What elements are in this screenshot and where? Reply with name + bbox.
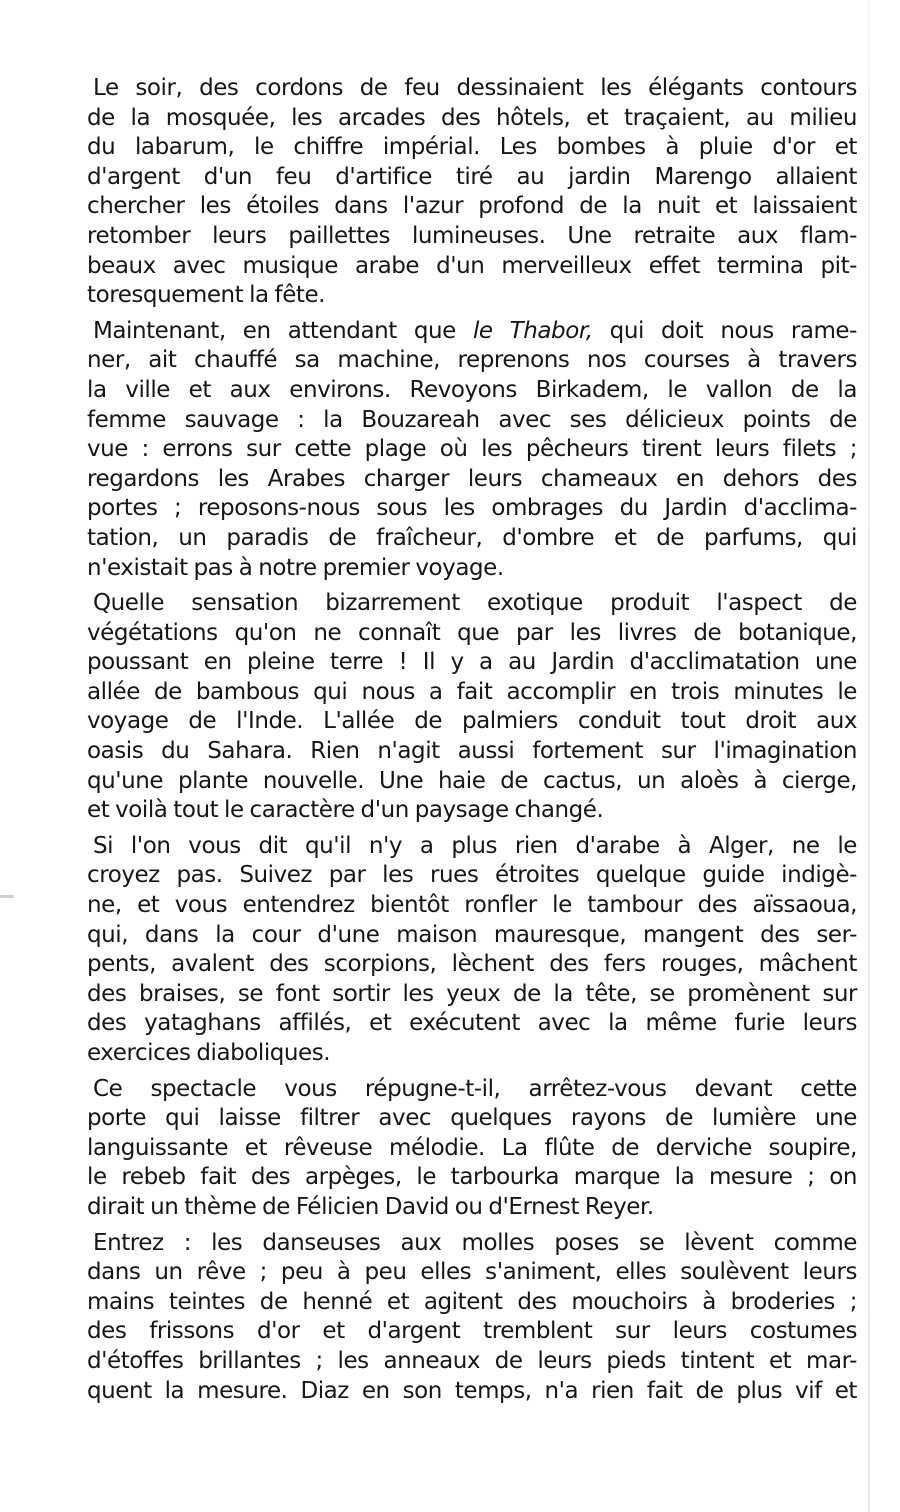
text-line: allée de bambous qui nous a fait accomplir en trois minutes le	[87, 678, 857, 705]
text-line: chercher les étoiles dans l'azur profond de la nuit et laissaient	[87, 193, 857, 220]
text-line: voyage de l'Inde. L'allée de palmiers conduit tout droit aux	[87, 708, 857, 735]
paragraph-6	[87, 1229, 857, 1407]
text-line: végétations qu'on ne connaît que par les livres de botanique,	[87, 619, 857, 646]
text-line: oasis du Sahara. Rien n'agit aussi fortement sur l'imagination	[87, 738, 857, 765]
paragraph-3	[87, 589, 857, 826]
text-line: Ce spectacle vous répugne-t-il, arrêtez-vous devant cette	[93, 1075, 857, 1102]
text-line: la ville et aux environs. Revoyons Birkadem, le vallon de la	[87, 376, 857, 403]
text-line	[87, 317, 857, 347]
text-line: Entrez : les danseuses aux molles poses se lèvent comme	[93, 1229, 857, 1256]
text-line: retomber leurs paillettes lumineuses. Une retraite aux flam-	[87, 222, 857, 249]
text-line: dirait un thème de Félicien David ou d'Ernest Reyer.	[87, 1193, 654, 1220]
text-line: d'étoffes brillantes ; les anneaux de leurs pieds tintent et mar-	[87, 1347, 857, 1374]
text-line: dans un rêve ; peu à peu elles s'animent, elles soulèvent leurs	[87, 1259, 857, 1286]
text-line: vue : errons sur cette plage où les pêcheurs tirent leurs filets ;	[87, 436, 857, 463]
text-line: ner, ait chauffé sa machine, reprenons nos courses à travers	[87, 347, 857, 374]
text-line: Quelle sensation bizarrement exotique produit l'aspect de	[93, 590, 857, 617]
text-line: poussant en pleine terre ! Il y a au Jardin d'acclimatation une	[87, 649, 857, 676]
text-line: d'argent d'un feu d'artifice tiré au jardin Marengo allaient	[87, 163, 857, 190]
text-line: beaux avec musique arabe d'un merveilleux effet termina pit-	[87, 252, 857, 279]
text-line: pents, avalent des scorpions, lèchent des fers rouges, mâchent	[87, 951, 857, 978]
text-line: femme sauvage : la Bouzareah avec ses délicieux points de	[87, 406, 857, 433]
text-line: qu'une plante nouvelle. Une haie de cactus, un aloès à cierge,	[87, 767, 857, 794]
scan-mark	[0, 895, 14, 898]
text-line: quent la mesure. Diaz en son temps, n'a rien fait de plus vif et	[87, 1377, 857, 1404]
text-run: qui doit nous rame-	[592, 317, 857, 344]
text-line: tation, un paradis de fraîcheur, d'ombre et de parfums, qui	[87, 524, 857, 551]
text-line: et voilà tout le caractère d'un paysage changé.	[87, 797, 604, 824]
text-line: le rebeb fait des arpèges, le tarbourka marque la mesure ; on	[87, 1164, 857, 1191]
text-line: des frissons d'or et d'argent tremblent sur leurs costumes	[87, 1318, 857, 1345]
paragraph-4	[87, 832, 857, 1069]
text-line: n'existait pas à notre premier voyage.	[87, 554, 504, 581]
text-line: croyez pas. Suivez par les rues étroites quelque guide indigè-	[87, 862, 857, 889]
text-line: des yataghans affilés, et exécutent avec la même furie leurs	[87, 1010, 857, 1037]
text-line: languissante et rêveuse mélodie. La flûte de derviche soupire,	[87, 1134, 857, 1161]
text-run: Maintenant, en attendant que	[93, 317, 473, 344]
text-line: ne, et vous entendrez bientôt ronfler le tambour des aïssaoua,	[87, 892, 857, 919]
text-line: des braises, se font sortir les yeux de la tête, se promènent sur	[87, 980, 857, 1007]
text-line: qui, dans la cour d'une maison mauresque, mangent des ser-	[87, 921, 857, 948]
paragraph-5	[87, 1075, 857, 1223]
text-line: portes ; reposons-nous sous les ombrages du Jardin d'acclima-	[87, 495, 857, 522]
text-line: exercices diaboliques.	[87, 1040, 331, 1066]
text-line: Le soir, des cordons de feu dessinaient les élégants contours	[93, 75, 857, 101]
text-line: porte qui laisse filtrer avec quelques rayons de lumière une	[87, 1105, 857, 1132]
text-line: regardons les Arabes charger leurs chameaux en dehors des	[87, 465, 857, 492]
page-edge-shadow	[868, 0, 870, 1512]
ship-name: le Thabor,	[472, 317, 593, 344]
paragraph-1	[87, 74, 857, 311]
paragraph-2	[87, 317, 857, 583]
text-line: mains teintes de henné et agitent des mouchoirs à broderies ;	[87, 1288, 857, 1315]
book-page	[87, 74, 857, 1406]
text-line: de la mosquée, les arcades des hôtels, et traçaient, au milieu	[87, 104, 857, 131]
text-line: Si l'on vous dit qu'il n'y a plus rien d'arabe à Alger, ne le	[93, 832, 857, 859]
text-line: toresquement la fête.	[87, 282, 326, 309]
text-line: du labarum, le chiffre impérial. Les bombes à pluie d'or et	[87, 134, 857, 161]
